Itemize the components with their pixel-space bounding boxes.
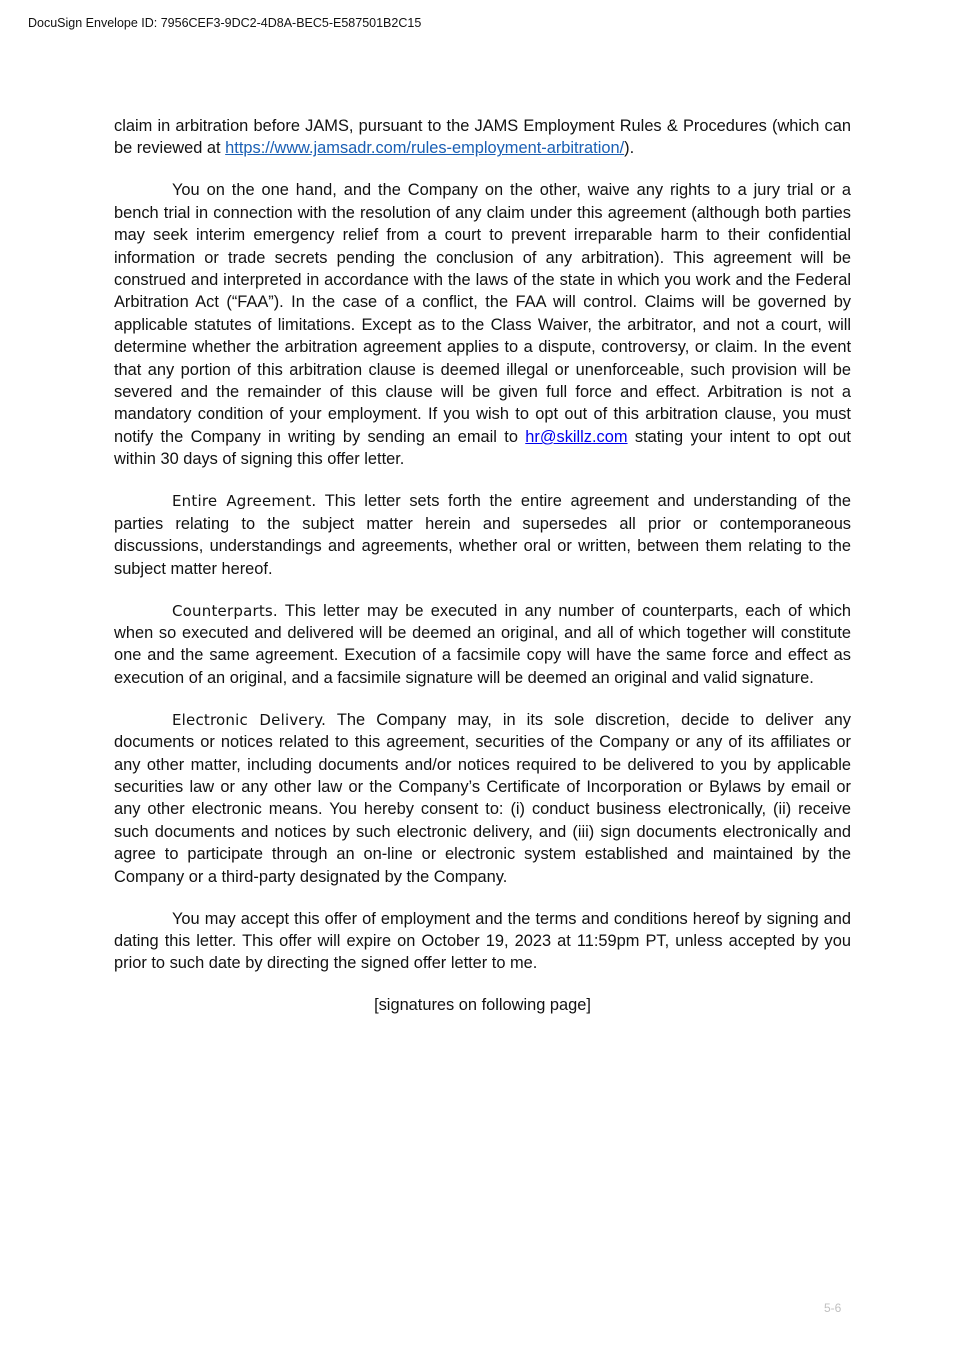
document-body <box>114 115 851 1036</box>
hr-email-link[interactable]: hr@skillz.com <box>525 427 628 446</box>
jury-waiver-text-before: You on the one hand, and the Company on the other, waive any rights to a jury trial or a bench trial in connection with the resolution of any claim under this agreement (although both parties may seek interim emergency relief from a court to prevent irreparable harm to their confidential information or trade secrets pending the conclusion of any arbitration). This agreement will be construed and interpreted in accordance with the laws of the state in which you work and the Federal Arbitration Act (“FAA”). In the case of a conflict, the FAA will control. Claims will be governed by applicable statutes of limitations. Except as to the Class Waiver, the arbitrator, and not a court, will determine whether the arbitration agreement applies to a dispute, controversy, or claim. In the event that any portion of this arbitration clause is deemed illegal or unenforceable, such provision will be severed and the remainder of this clause will be given full force and effect. Arbitration is not a mandatory condition of your employment. If you wish to opt out of this arbitration clause, you must notify the Company in writing by sending an email to <box>114 181 851 446</box>
paragraph-entire-agreement <box>114 490 851 580</box>
signatures-note: [signatures on following page] <box>374 996 591 1015</box>
paragraph-jury-waiver <box>114 179 851 470</box>
paragraph-jams-arbitration <box>114 115 851 160</box>
page-number: 5-6 <box>824 1301 842 1315</box>
jams-text-after: ). <box>624 139 635 158</box>
jury-waiver-text-after: stating your intent to opt out within 30 days of signing this offer letter. <box>114 427 851 469</box>
paragraph-electronic-delivery <box>114 709 851 888</box>
jams-rules-link[interactable]: https://www.jamsadr.com/rules-employment-arbitration/ <box>225 139 625 158</box>
docusign-envelope-id: DocuSign Envelope ID: 7956CEF3-9DC2-4D8A-BEC5-E587501B2C15 <box>28 16 422 30</box>
counterparts-text: This letter may be executed in any number of counterparts, each of which when so executed and delivered will be deemed an original, and all of which together will constitute one and the same agreement. Execution of a facsimile copy will have the same force and effect as execution of an original, and a facsimile signature will be deemed an original and valid signature. <box>114 601 851 687</box>
entire-agreement-text: This letter sets forth the entire agreement and understanding of the parties relating to the subject matter herein and supersedes all prior or contemporaneous discussions, understandings and agreements, whether oral or written, between them relating to the subject matter hereof. <box>114 492 851 578</box>
electronic-delivery-heading: Electronic Delivery. <box>172 710 327 729</box>
electronic-delivery-text: The Company may, in its sole discretion, decide to deliver any documents or notices related to this agreement, securities of the Company or any of its affiliates or any other matter, including documents and/or notices required to be delivered to you by applicable securities law or any other law or the Company’s Certificate of Incorporation or Bylaws by email or any other electronic means. You hereby consent to: (i) conduct business electronically, (ii) receive such documents and notices by such electronic delivery, and (iii) sign documents electronically and agree to participate through an on-line or electronic system established and maintained by the Company or a third-party designated by the Company. <box>114 710 851 886</box>
entire-agreement-heading: Entire Agreement. <box>172 492 317 511</box>
paragraph-counterparts <box>114 600 851 690</box>
paragraph-acceptance: You may accept this offer of employment and the terms and conditions hereof by signing and dating this letter. This offer will expire on October 19, 2023 at 11:59pm PT, unless accepted by you prior to such date by directing the signed offer letter to me. <box>114 909 851 973</box>
jams-text-before: claim in arbitration before JAMS, pursuant to the JAMS Employment Rules & Procedures (which can be reviewed at <box>114 117 851 158</box>
counterparts-heading: Counterparts. <box>172 601 278 620</box>
